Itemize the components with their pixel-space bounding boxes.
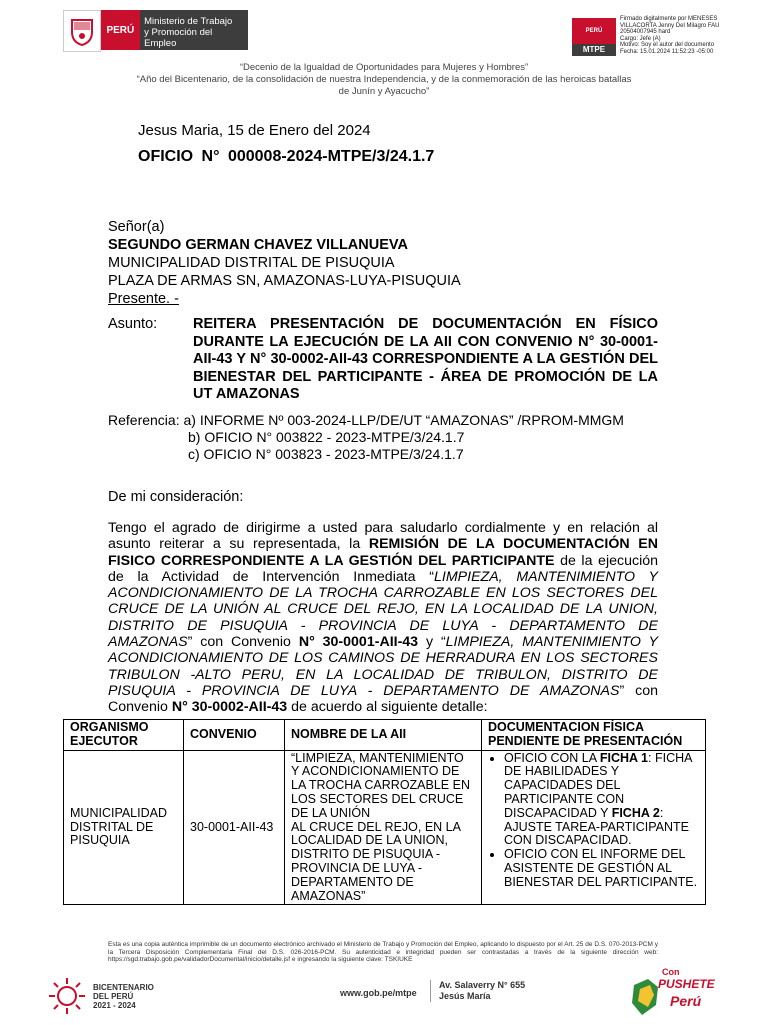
ministry-name xyxy=(140,10,248,50)
body-bold: N° 30-0002-AII-43 xyxy=(171,699,288,716)
doc-bold: FICHA 2 xyxy=(611,805,660,820)
table-header: DOCUMENTACION FÍSICA PENDIENTE DE PRESENTACIÓN xyxy=(482,720,706,751)
bicentenario-line2: DEL PERÚ xyxy=(93,991,134,1001)
body-text: ” con Convenio xyxy=(187,634,299,651)
bicentenario-line1: BICENTENARIO xyxy=(93,982,154,992)
ministry-line1: Ministerio de Trabajo xyxy=(144,16,233,27)
body-text: Tengo el agrado de dirigirme a usted para saludarlo cordialmente y en relación al asunto reiterar a su representada, la xyxy=(108,520,658,553)
doc-text: : FICHA DE HABILIDADES Y CAPACIDADES DEL PARTICIPANTE CON DISCAPACIDAD Y xyxy=(504,750,692,820)
decenio-line3: de Junín y Ayacucho” xyxy=(338,86,430,97)
signature-logo-label: MTPE xyxy=(572,44,616,56)
decenio-header xyxy=(0,62,768,98)
signature-logo xyxy=(572,18,616,56)
body-bold: N° 30-0001-AII-43 xyxy=(298,634,419,651)
signature-line: Firmado digitalmente por MENESES xyxy=(620,16,718,22)
salutation: Señor(a) xyxy=(108,219,165,235)
conpuchete-line3: Perú xyxy=(670,993,702,1009)
signature-line: VILLACORTA Jenny Del Milagro FAU xyxy=(620,22,720,29)
reference-c: c) OFICIO N° 003823 - 2023-MTPE/3/24.1.7 xyxy=(188,446,464,462)
signature-logo-top xyxy=(572,18,616,44)
body-text: ” con Convenio xyxy=(108,682,659,716)
list-item: • OFICIO CON EL INFORME DEL ASISTENTE DE GESTIÓN AL BIENESTAR DEL PARTICIPANTE. xyxy=(504,848,699,889)
doc-text: OFICIO CON LA xyxy=(504,750,600,765)
ministry-line2: y Promoción del Empleo xyxy=(144,27,213,49)
authenticity-note: Esta es una copia auténtica imprimible de un documento electrónico archivado el Ministerio de Trabajo y Promoción del Empleo, aplicando lo dispuesto por el Art. 25 de D.S. 070-2013-PCM y la Tercera Disposición Complementaria Final del D.S. 026-2016-PCM. Su autenticidad e integridad pueden ser contrastadas a través de la siguiente dirección web: https://sgd.trabajo.gob.pe/validadorDocumental/inicio/detalle.jsf e ingresando la siguiente clave: TSKIUKE xyxy=(108,941,658,963)
body-bold: REMISIÓN DE LA DOCUMENTACIÓN EN FISICO CORRESPONDIENTE A LA GESTIÓN DEL PARTICIPANTE xyxy=(108,536,658,569)
bicentenario-sun-icon xyxy=(47,976,87,1016)
address-line2: Jesús María xyxy=(439,991,491,1001)
letter-body xyxy=(108,520,658,716)
body-text: de acuerdo al siguiente detalle: xyxy=(287,699,488,716)
table-header: NOMBRE DE LA AII xyxy=(285,720,482,751)
body-text: de la ejecución de la Actividad de Intervención Inmediata “ xyxy=(108,552,658,585)
signature-line: 20504007945 hard xyxy=(620,29,671,35)
asunto-label: Asunto: xyxy=(108,316,158,332)
signature-line: Motivo: Soy el autor del documento xyxy=(620,42,715,48)
asunto-text: REITERA PRESENTACIÓN DE DOCUMENTACIÓN EN FÍSICO DURANTE LA EJECUCIÓN DE LA AII CON CONVENIO N° 30-0001-AII-43 Y N° 30-0002-AII-43 CORRESPONDIENTE A LA GESTIÓN DEL BIENESTAR DEL PARTICIPANTE - ÁREA DE PROMOCIÓN DE LA UT AMAZONAS xyxy=(193,316,658,402)
body-italic: LIMPIEZA, MANTENIMIENTO Y ACONDICIONAMIENTO DE LA TROCHA CARROZABLE EN LOS SECTORES DEL CRUCE DE LA UNIÓN AL CRUCE DEL REJO, EN LA LOCALIDAD DE LA UNION, DISTRITO DE PISUQUIA - PROVINCIA DE LUYA - DEPARTAMENTO DE AMAZONAS xyxy=(108,568,659,651)
bicentenario-line3: 2021 - 2024 xyxy=(93,1000,136,1010)
cell-documentacion xyxy=(482,750,706,905)
body-italic: LIMPIEZA, MANTENIMIENTO Y ACONDICIONAMIENTO DE LOS CAMINOS DE HERRADURA EN LOS SECTORES TRIBULON -ALTO PERU, EN LA LOCALIDAD DE TRIBULON, DISTRITO DE PISUQUIA - PROVINCIA DE LUYA - DEPARTAMENTO DE AMAZONAS xyxy=(108,634,658,699)
signature-line: Fecha: 15.01.2024 11:52:23 -05:00 xyxy=(620,48,714,55)
recipient-address: PLAZA DE ARMAS SN, AMAZONAS-LUYA-PISUQUIA xyxy=(108,273,461,289)
doc-bold: FICHA 1 xyxy=(599,750,649,765)
table-header-row xyxy=(64,720,706,751)
coat-of-arms-icon xyxy=(63,10,101,52)
list-item xyxy=(504,752,699,849)
signature-line: Cargo: Jefe (A) xyxy=(620,35,661,42)
decenio-line1: “Decenio de la Igualdad de Oportunidades para Mujeres y Hombres” xyxy=(239,62,529,73)
ministry-logo xyxy=(63,10,248,50)
digital-signature-block xyxy=(620,16,765,55)
address xyxy=(430,980,525,1002)
signature-peru-label: PERÚ xyxy=(585,28,603,34)
table-header: CONVENIO xyxy=(184,720,285,751)
bicentenario-logo xyxy=(47,976,197,1016)
cell-organismo: MUNICIPALIDAD DISTRITAL DE PISUQUIA xyxy=(64,750,184,905)
body-text: y “ xyxy=(418,634,446,651)
recipient-org: MUNICIPALIDAD DISTRITAL DE PISUQUIA xyxy=(108,255,395,271)
nombre-part1: “LIMPIEZA, MANTENIMIENTO Y ACONDICIONAMIENTO DE LA TROCHA CARROZABLE EN LOS SECTORES DEL CRUCE DE LA UNIÓN xyxy=(291,750,470,820)
bicentenario-text xyxy=(93,983,154,1010)
peru-label: PERÚ xyxy=(101,10,141,50)
table-row xyxy=(64,750,706,905)
table-header: ORGANISMO EJECUTOR xyxy=(64,720,184,751)
cell-convenio: 30-0001-AII-43 xyxy=(184,750,285,905)
conpuchete-logo xyxy=(628,965,714,1020)
cell-nombre xyxy=(285,750,482,905)
reference-a: Referencia: a) INFORME Nº 003-2024-LLP/DE/UT “AMAZONAS” /RPROM-MMGM xyxy=(108,412,624,428)
nombre-part2: AL CRUCE DEL REJO, EN LA LOCALIDAD DE LA UNION, DISTRITO DE PISUQUIA - PROVINCIA DE LUYA - DEPARTAMENTO DE AMAZONAS” xyxy=(291,819,461,903)
website-link[interactable]: www.gob.pe/mtpe xyxy=(340,988,417,998)
recipient-name: SEGUNDO GERMAN CHAVEZ VILLANUEVA xyxy=(108,237,408,253)
oficio-number: OFICIO N° 000008-2024-MTPE/3/24.1.7 xyxy=(138,148,435,165)
references xyxy=(108,412,624,463)
decenio-line2: “Año del Bicentenario, de la consolidación de nuestra Independencia, y de la conmemoración de las heroicas batallas xyxy=(136,74,632,85)
reference-b: b) OFICIO N° 003822 - 2023-MTPE/3/24.1.7 xyxy=(188,429,465,445)
doc-text: : AJUSTE TAREA-PARTICIPANTE CON DISCAPACIDAD. xyxy=(504,805,689,848)
consideracion: De mi consideración: xyxy=(108,489,244,505)
presente: Presente. - xyxy=(108,291,179,307)
letter-date: Jesus Maria, 15 de Enero del 2024 xyxy=(138,122,371,139)
detail-table xyxy=(63,719,706,905)
recipient-block xyxy=(108,218,461,308)
conpuchete-line2: PUSHETE xyxy=(658,977,715,991)
address-line1: Av. Salaverry N° 655 xyxy=(439,980,526,990)
conpuchete-line1: Con xyxy=(662,967,680,977)
